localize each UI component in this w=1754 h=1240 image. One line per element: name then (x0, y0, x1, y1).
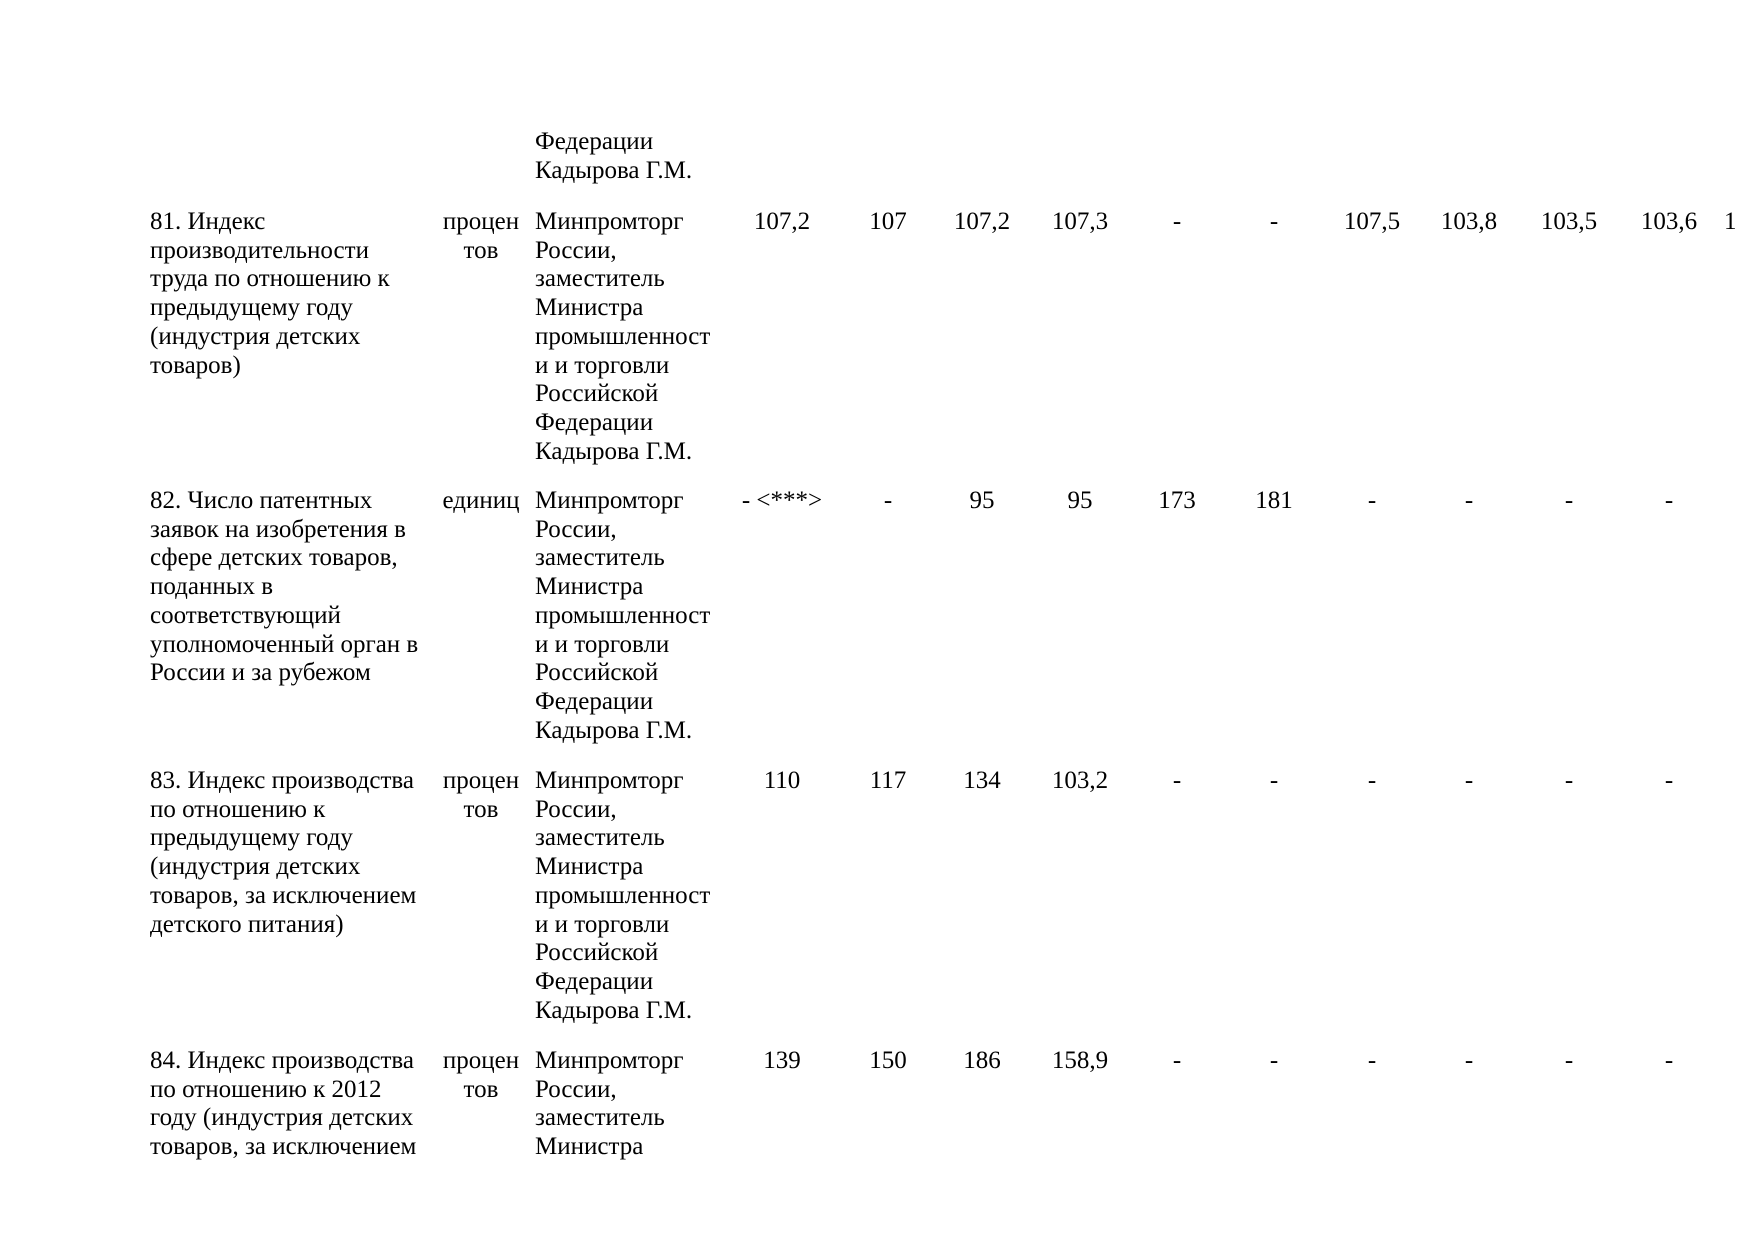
value-cell: - (1367, 1047, 1377, 1074)
value-cell: - (1172, 1047, 1182, 1074)
value-cell: - (1664, 1047, 1674, 1074)
responsible-cell: Федерации Кадырова Г.М. (535, 128, 693, 184)
indicator-cell: 82. Число патентных заявок на изобретения в сфере детских товаров, поданных в соответствующий уполномоченный орган в России и за рубежом (150, 487, 419, 687)
value-cell: 173 (1158, 487, 1196, 514)
value-cell: - (1367, 767, 1377, 794)
value-cell: - (1664, 767, 1674, 794)
value-cell: 186 (963, 1047, 1001, 1074)
value-cell: - (1464, 767, 1474, 794)
value-cell: - (1564, 1047, 1574, 1074)
responsible-cell: Минпромторг России, заместитель Министра (535, 1047, 684, 1161)
value-cell: 134 (963, 767, 1001, 794)
indicator-cell: 81. Индекс производительности труда по отношению к предыдущему году (индустрия детских товаров) (150, 208, 390, 379)
value-cell: - (1269, 208, 1279, 235)
value-cell: 103,2 (1051, 767, 1109, 794)
indicator-cell: 84. Индекс производства по отношению к 2012 году (индустрия детских товаров, за исключением (150, 1047, 417, 1161)
value-cell: - (1464, 487, 1474, 514)
value-cell: 107,2 (753, 208, 811, 235)
value-cell: 107,2 (953, 208, 1011, 235)
value-cell: - (1269, 1047, 1279, 1074)
value-cell: - (1564, 487, 1574, 514)
value-cell: 103,8 (1440, 208, 1498, 235)
unit-cell: процен тов (442, 208, 520, 264)
value-cell: - (1269, 767, 1279, 794)
value-cell: 150 (869, 1047, 907, 1074)
value-cell: 95 (1067, 487, 1093, 514)
value-cell: 139 (763, 1047, 801, 1074)
value-cell: 1 (1724, 208, 1737, 235)
value-cell: - (1564, 767, 1574, 794)
value-cell: - (1172, 208, 1182, 235)
responsible-cell: Минпромторг России, заместитель Министра промышленност и и торговли Российской Федерации Кадырова Г.М. (535, 767, 711, 1024)
value-cell: 107 (869, 208, 907, 235)
value-cell: - (1664, 487, 1674, 514)
value-cell: 107,3 (1051, 208, 1109, 235)
value-cell: - (1367, 487, 1377, 514)
value-cell: - (1464, 1047, 1474, 1074)
value-cell: 110 (763, 767, 801, 794)
value-cell: - (1172, 767, 1182, 794)
value-cell: - (883, 487, 893, 514)
value-cell: 103,5 (1540, 208, 1598, 235)
unit-cell: процен тов (442, 1047, 520, 1103)
unit-cell: единиц (442, 487, 520, 514)
value-cell: 181 (1255, 487, 1293, 514)
value-cell: 117 (869, 767, 907, 794)
value-cell: - <***> (741, 487, 823, 514)
value-cell: 158,9 (1051, 1047, 1109, 1074)
responsible-cell: Минпромторг России, заместитель Министра промышленност и и торговли Российской Федерации Кадырова Г.М. (535, 487, 711, 744)
value-cell: 103,6 (1640, 208, 1698, 235)
unit-cell: процен тов (442, 767, 520, 823)
value-cell: 95 (969, 487, 995, 514)
indicator-cell: 83. Индекс производства по отношению к предыдущему году (индустрия детских товаров, за исключением детского питания) (150, 767, 417, 938)
responsible-cell: Минпромторг России, заместитель Министра промышленност и и торговли Российской Федерации Кадырова Г.М. (535, 208, 711, 465)
value-cell: 107,5 (1343, 208, 1401, 235)
